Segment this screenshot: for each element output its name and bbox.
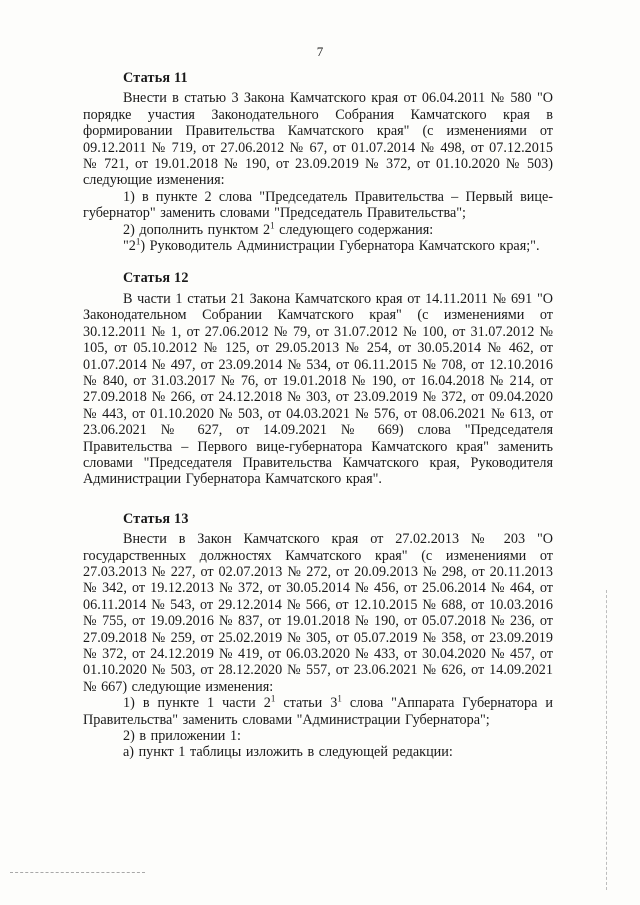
text-fragment: слова "Аппарата Губернатора и Правительства" заменить словами "Администрации Губернатора"; [83, 695, 554, 728]
scan-artifact-line [10, 872, 145, 874]
text-fragment: 1) в пункте 1 части 2 [123, 695, 271, 712]
document-body [83, 70, 553, 761]
article-paragraph [83, 238, 553, 254]
article-paragraph: 2) в приложении 1: [123, 728, 241, 745]
scan-artifact-line [606, 590, 608, 890]
article-paragraph: 1) в пункте 2 слова "Председатель Правительства – Первый вице-губернатор" заменить словами "Председатель Правительства"; [83, 188, 553, 222]
article-paragraph: Внести в Закон Камчатского края от 27.02.2013 № 203 "О государственных должностях Камчатского края" (с изменениями от 27.03.2013 № 227, от 02.07.2013 № 272, от 20.09.2013 № 298, от 20.11.2013 № 342, от 19.12.2013 № 372, от 30.05.2014 № 456, от 25.06.2014 № 464, от 06.11.2014 № 543, от 29.12.2014 № 566, от 12.10.2015 № 688, от 10.03.2016 № 755, от 19.09.2016 № 837, от 19.01.2018 № 190, от 05.07.2018 № 236, от 27.09.2018 № 259, от 25.02.2019 № 305, от 05.07.2019 № 358, от 23.09.2019 № 372, от 24.12.2019 № 419, от 06.03.2020 № 433, от 30.04.2020 № 457, от 01.10.2020 № 503, от 28.12.2020 № 557, от 23.06.2021 № 626, от 14.09.2021 № 667) следующие изменения: [83, 531, 553, 695]
text-fragment: следующего содержания: [279, 221, 434, 238]
article-paragraph [83, 219, 553, 238]
article-title: Статья 12 [123, 270, 189, 287]
superscript: 1 [337, 693, 342, 704]
superscript: 1 [270, 693, 276, 704]
text-fragment: статьи 3 [283, 695, 338, 712]
article-paragraph: В части 1 статьи 21 Закона Камчатского края от 14.11.2011 № 691 "О Законодательном Собрании Камчатского края" (с изменениями от 30.12.2011 № 1, от 27.06.2012 № 79, от 31.07.2012 № 100, от 31.07.2012 № 105, от 05.10.2012 № 125, от 29.05.2013 № 254, от 30.05.2014 № 462, от 01.07.2014 № 497, от 23.09.2014 № 534, от 06.11.2015 № 708, от 12.10.2016 № 840, от 31.03.2017 № 76, от 19.01.2018 № 190, от 16.04.2018 № 214, от 27.09.2018 № 266, от 24.12.2018 № 303, от 23.09.2019 № 372, от 09.04.2020 № 443, от 01.10.2020 № 503, от 04.03.2021 № 576, от 08.06.2021 № 613, от 23.06.2021 № 627, от 14.09.2021 № 669) слова "Председателя Правительства – Первого вице-губернатора Камчатского края" заменить словами "Председателя Правительства Камчатского края, Руководителя Администрации Губернатора Камчатского края". [83, 290, 553, 488]
superscript: 1 [135, 236, 141, 247]
article-12 [83, 270, 553, 487]
article-paragraph: Внести в статью 3 Закона Камчатского края от 06.04.2011 № 580 "О порядке участия Законодательного Собрания Камчатского края в формировании Правительства Камчатского края" (с изменениями от 09.12.2011 № 719, от 27.06.2012 № 67, от 01.07.2014 № 498, от 07.12.2015 № 721, от 19.01.2018 № 190, от 23.09.2019 № 372, от 01.10.2020 № 503) следующие изменения: [83, 90, 553, 189]
article-paragraph [83, 695, 553, 728]
text-fragment: 2) дополнить пунктом 2 [123, 221, 271, 238]
text-fragment: ) Руководитель Администрации Губернатора Камчатского края;". [140, 238, 540, 255]
article-title: Статья 13 [123, 510, 189, 527]
article-13 [83, 511, 553, 761]
text-fragment: "2 [123, 238, 136, 255]
article-11 [83, 70, 553, 254]
article-title: Статья 11 [123, 70, 188, 86]
article-paragraph: а) пункт 1 таблицы изложить в следующей редакции: [123, 744, 453, 761]
superscript: 1 [270, 219, 275, 230]
page-number: 7 [316, 44, 324, 59]
